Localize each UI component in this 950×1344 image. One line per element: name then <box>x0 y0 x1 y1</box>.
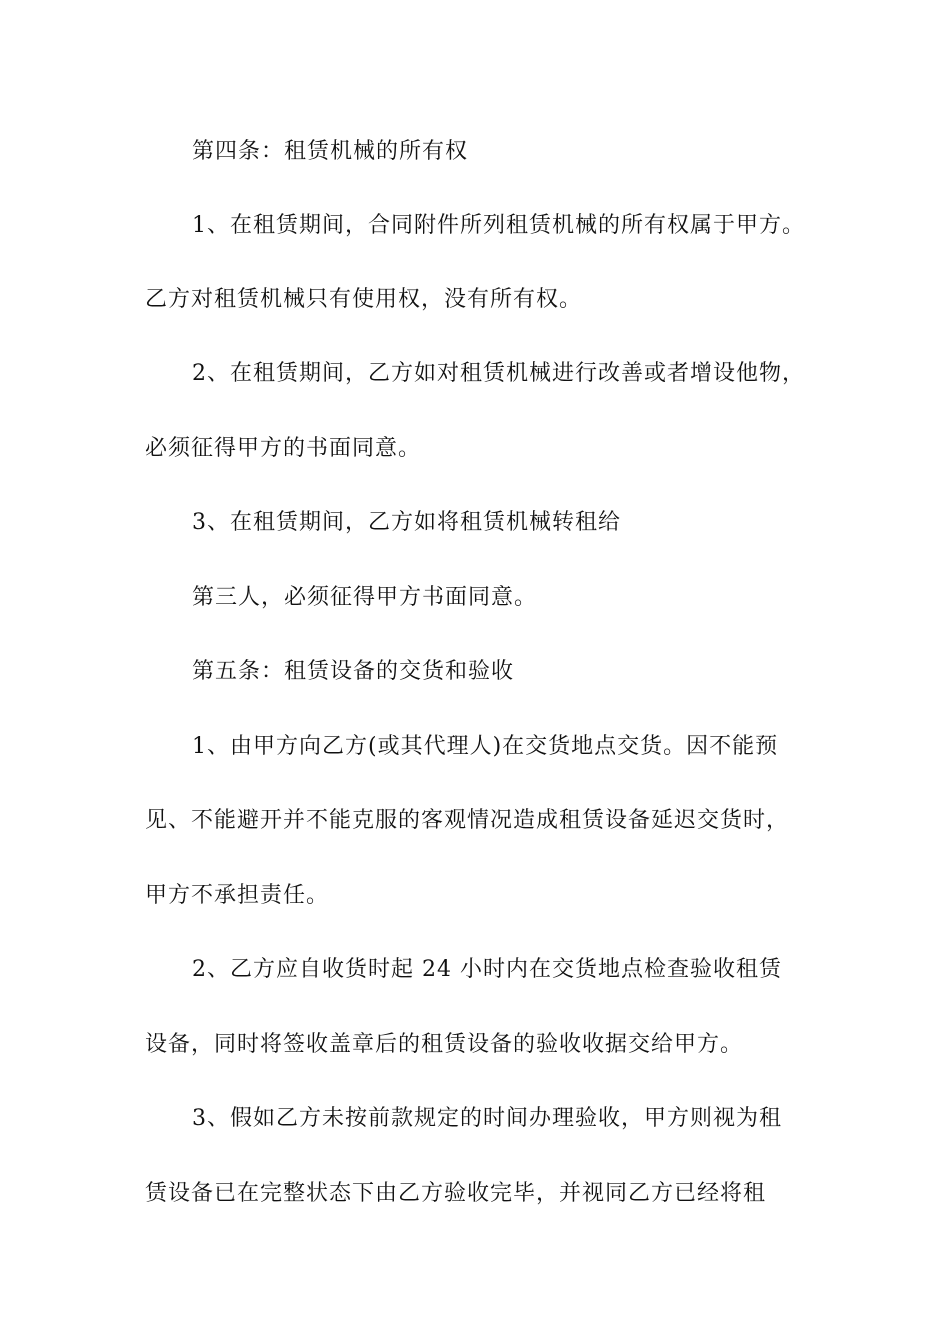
paragraph-line: 3、假如乙方未按前款规定的时间办理验收，甲方则视为租 <box>192 1106 782 1131</box>
paragraph-line: 乙方对租赁机械只有使用权，没有所有权。 <box>145 287 583 312</box>
paragraph-line: 1、在租赁期间，合同附件所列租赁机械的所有权属于甲方。 <box>192 213 805 238</box>
paragraph-line: 必须征得甲方的书面同意。 <box>145 436 422 461</box>
paragraph-line: 2、在租赁期间，乙方如对租赁机械进行改善或者增设他物， <box>192 361 805 386</box>
paragraph-line: 赁设备已在完整状态下由乙方验收完毕，并视同乙方已经将租 <box>145 1181 767 1206</box>
paragraph-line: 第三人，必须征得甲方书面同意。 <box>192 585 538 610</box>
paragraph-line: 见、不能避开并不能克服的客观情况造成租赁设备延迟交货时， <box>145 808 790 833</box>
paragraph-line: 设备，同时将签收盖章后的租赁设备的验收收据交给甲方。 <box>145 1032 744 1057</box>
paragraph-line: 2、乙方应自收货时起 24 小时内在交货地点检查验收租赁 <box>192 957 782 982</box>
article-4-heading: 第四条：租赁机械的所有权 <box>192 139 469 164</box>
paragraph-line: 甲方不承担责任。 <box>145 883 330 908</box>
paragraph-line: 3、在租赁期间，乙方如将租赁机械转租给 <box>192 510 621 535</box>
article-5-heading: 第五条：租赁设备的交货和验收 <box>192 659 515 684</box>
paragraph-line: 1、由甲方向乙方(或其代理人)在交货地点交货。因不能预 <box>192 734 779 759</box>
